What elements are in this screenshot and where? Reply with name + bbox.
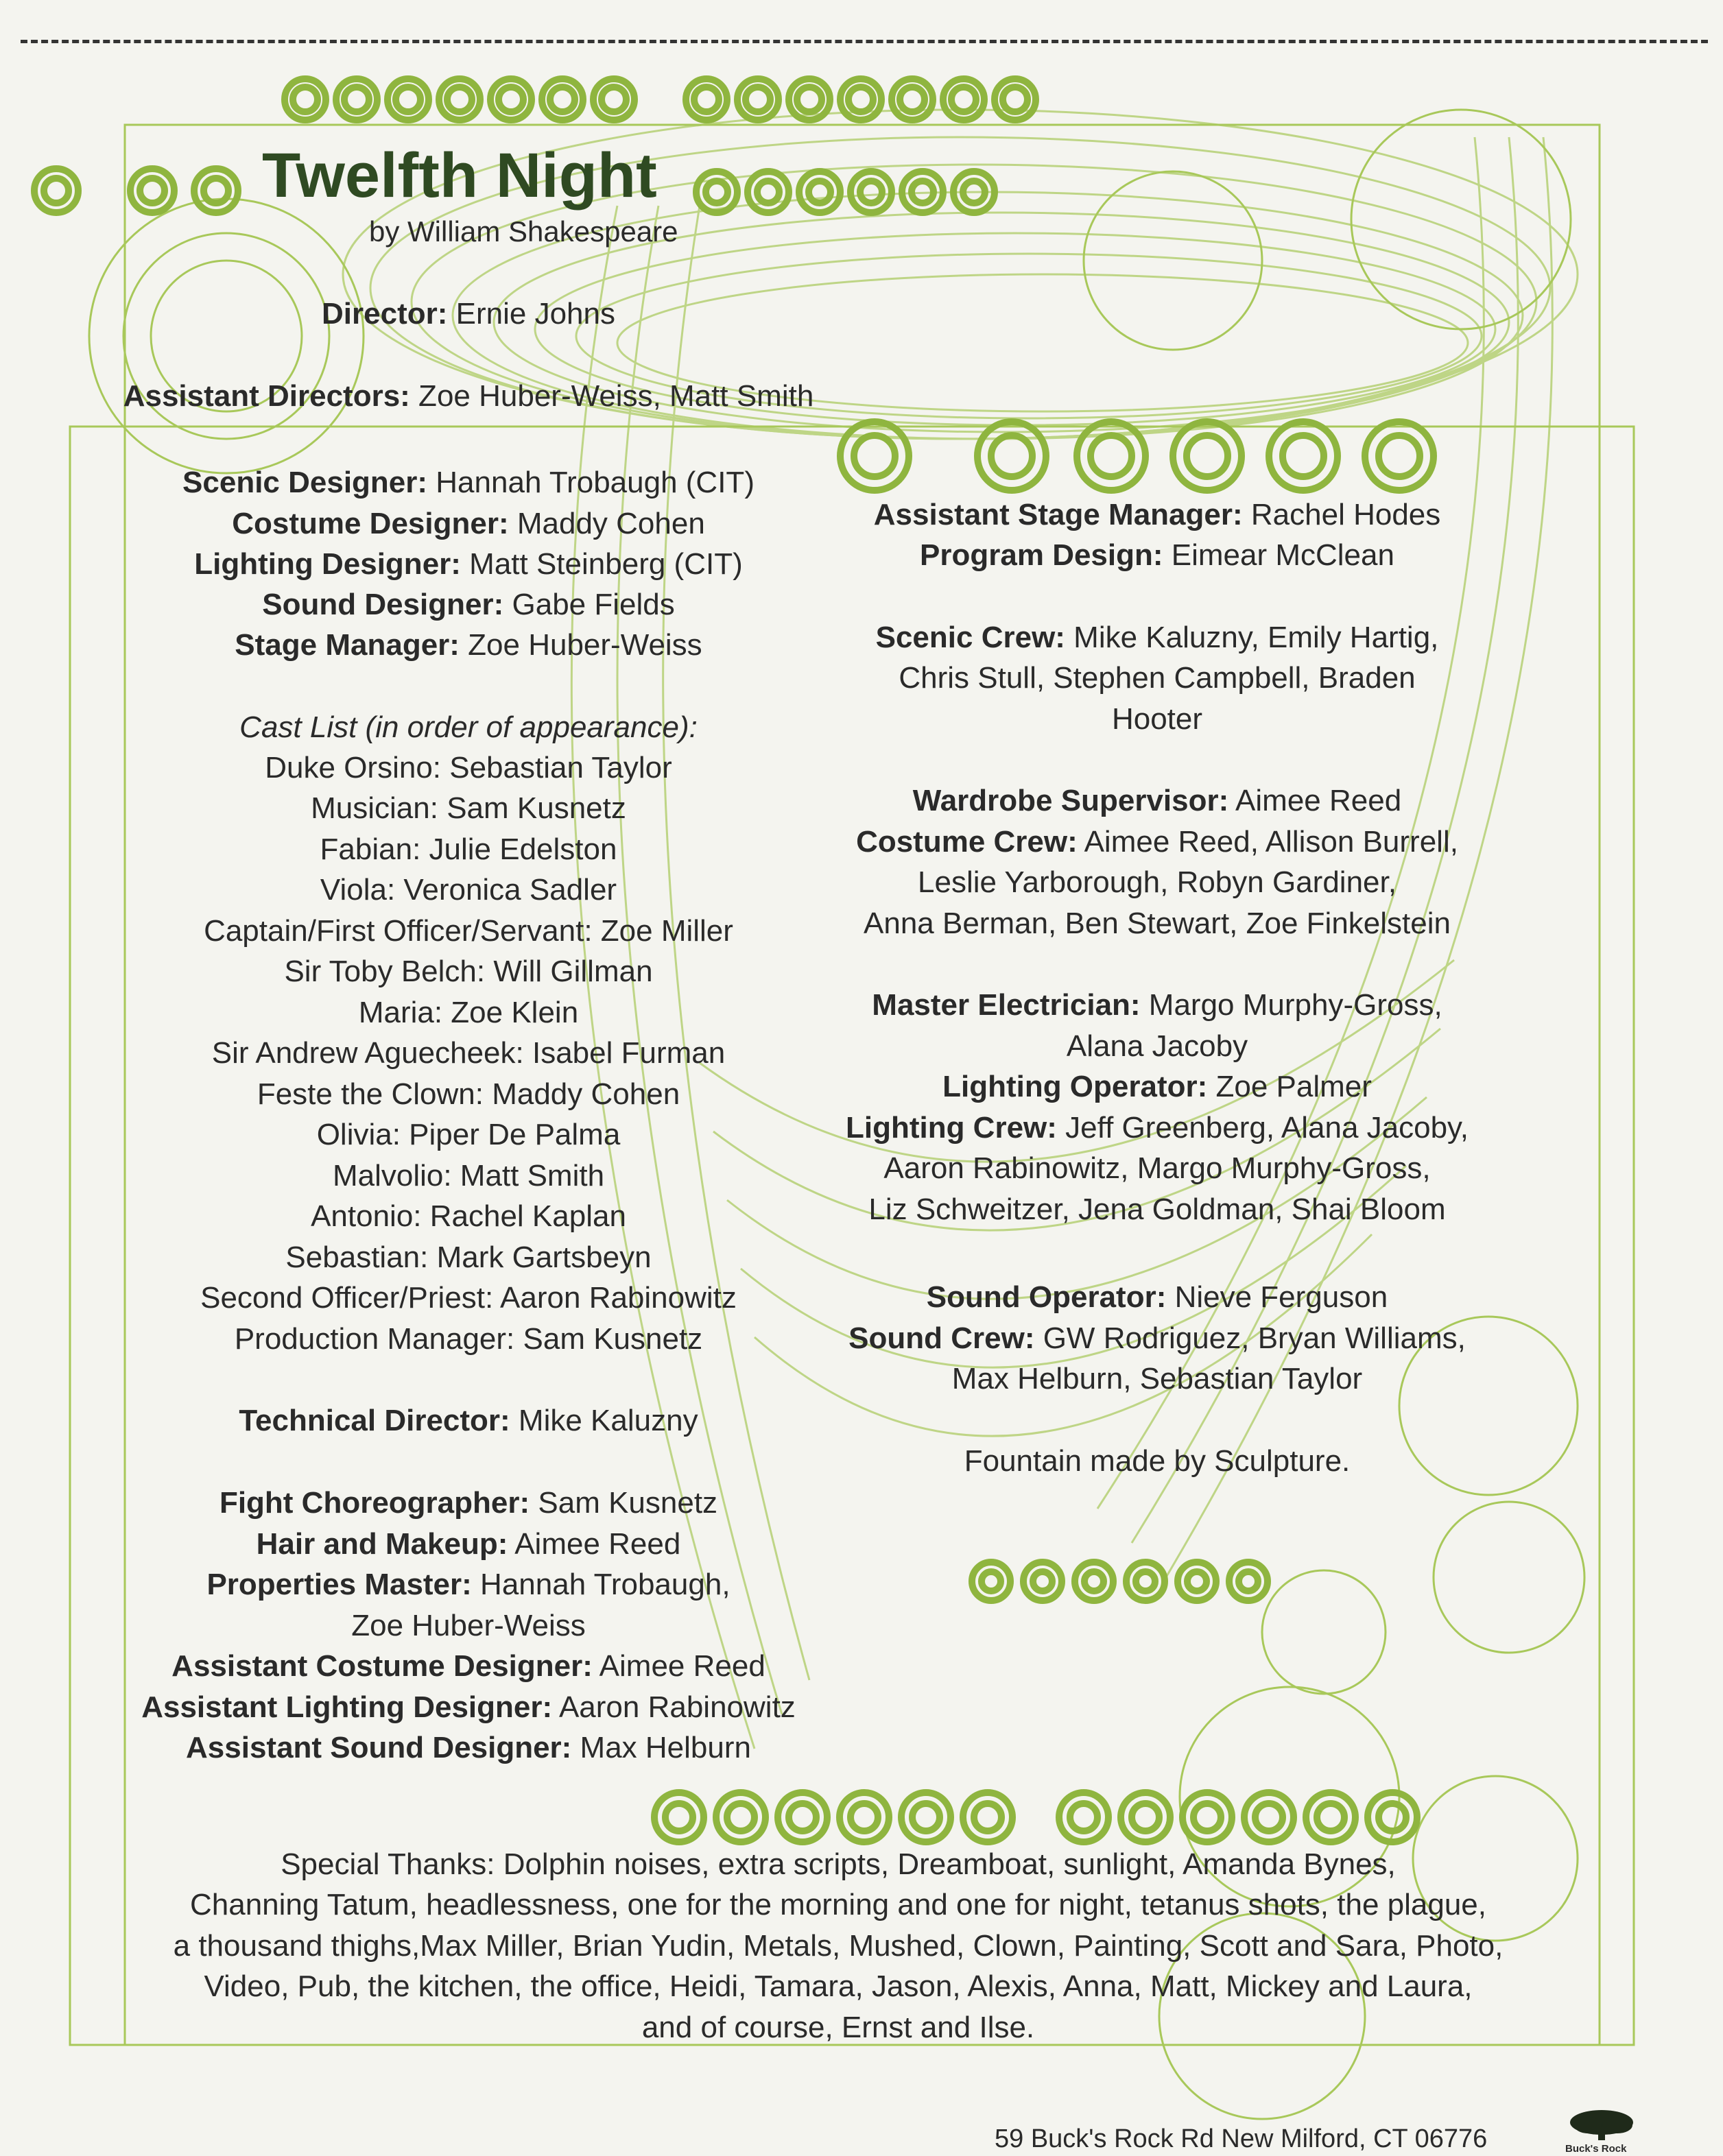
credit-costume-crew-cont: Leslie Yarborough, Robyn Gardiner, [918,865,1397,899]
byline: by William Shakespeare [369,215,678,248]
special-thanks-line: Video, Pub, the kitchen, the office, Heidi, Tamara, Jason, Alexis, Anna, Matt, Mickey and Laura, [204,1969,1473,2003]
cast-item: Viola: Veronica Sadler [320,873,617,907]
credit-hair-makeup: Hair and Makeup: Aimee Reed [256,1527,681,1561]
cut-line [21,40,1708,43]
credit-assistant-sound-designer: Assistant Sound Designer: Max Helburn [186,1731,751,1764]
credit-properties-master-cont: Zoe Huber-Weiss [351,1609,586,1642]
cast-item: Production Manager: Sam Kusnetz [234,1322,703,1356]
cast-item: Maria: Zoe Klein [358,996,579,1029]
credit-assistant-lighting-designer: Assistant Lighting Designer: Aaron Rabinowitz [141,1690,796,1724]
cast-item: Fabian: Julie Edelston [320,833,617,866]
credit-lighting-crew: Lighting Crew: Jeff Greenberg, Alana Jacoby, [845,1111,1469,1145]
footer-address: 59 Buck's Rock Rd New Milford, CT 06776 [995,2124,1488,2153]
credit-sound-operator: Sound Operator: Nieve Ferguson [926,1280,1388,1314]
credit-scenic-crew-cont: Chris Stull, Stephen Campbell, Braden [899,661,1416,695]
cast-item: Malvolio: Matt Smith [332,1159,605,1193]
cast-item: Duke Orsino: Sebastian Taylor [265,751,672,784]
cast-item: Captain/First Officer/Servant: Zoe Miller [204,914,733,948]
credit-sound-crew-cont: Max Helburn, Sebastian Taylor [951,1362,1363,1396]
credit-lighting-crew-cont: Liz Schweitzer, Jena Goldman, Shai Bloom [868,1193,1446,1226]
credit-costume-crew: Costume Crew: Aimee Reed, Allison Burrell, [856,825,1458,859]
credit-lighting-operator: Lighting Operator: Zoe Palmer [942,1070,1372,1103]
credit-master-electrician-cont: Alana Jacoby [1066,1029,1248,1063]
special-thanks-line: a thousand thighs,Max Miller, Brian Yudin, Metals, Mushed, Clown, Painting, Scott and Sara, Photo, [173,1929,1504,1963]
special-thanks-line: and of course, Ernst and Ilse. [641,2011,1035,2044]
cast-item: Sir Andrew Aguecheek: Isabel Furman [211,1036,726,1070]
credit-technical-director: Technical Director: Mike Kaluzny [239,1404,698,1437]
cast-item: Olivia: Piper De Palma [316,1118,621,1151]
credit-sound-crew: Sound Crew: GW Rodriguez, Bryan Williams, [848,1321,1466,1355]
logo-text: Buck's Rock [1565,2143,1627,2155]
credit-assistant-stage-manager: Assistant Stage Manager: Rachel Hodes [873,498,1441,531]
page-title: Twelfth Night [262,141,657,211]
cast-heading: Cast List (in order of appearance): [239,710,698,744]
credit-fight-choreographer: Fight Choreographer: Sam Kusnetz [219,1486,718,1520]
special-thanks-line: Channing Tatum, headlessness, one for the morning and one for night, tetanus shots, the plague, [189,1888,1487,1921]
credit-costume-designer: Costume Designer: Maddy Cohen [232,507,705,540]
credit-master-electrician: Master Electrician: Margo Murphy-Gross, [872,988,1442,1022]
credit-scenic-crew: Scenic Crew: Mike Kaluzny, Emily Hartig, [875,621,1439,654]
credit-properties-master: Properties Master: Hannah Trobaugh, [206,1568,730,1601]
credit-stage-manager: Stage Manager: Zoe Huber-Weiss [235,628,702,662]
credit-scenic-crew-cont: Hooter [1111,702,1203,736]
cast-item: Second Officer/Priest: Aaron Rabinowitz [200,1281,737,1315]
cast-item: Feste the Clown: Maddy Cohen [257,1077,680,1111]
credit-program-design: Program Design: Eimear McClean [920,538,1394,572]
cast-item: Sir Toby Belch: Will Gillman [284,955,653,988]
credit-costume-crew-cont: Anna Berman, Ben Stewart, Zoe Finkelstein [864,907,1451,940]
credit-director: Director: Ernie Johns [322,297,615,331]
credit-scenic-designer: Scenic Designer: Hannah Trobaugh (CIT) [182,466,754,499]
fountain-note: Fountain made by Sculpture. [964,1444,1351,1478]
credit-wardrobe-supervisor: Wardrobe Supervisor: Aimee Reed [912,784,1402,817]
cast-item: Sebastian: Mark Gartsbeyn [285,1241,652,1274]
cast-item: Musician: Sam Kusnetz [311,791,626,825]
credit-lighting-crew-cont: Aaron Rabinowitz, Margo Murphy-Gross, [883,1151,1431,1185]
credit-assistant-directors: Assistant Directors: Zoe Huber-Weiss, Matt Smith [123,379,814,413]
credit-lighting-designer: Lighting Designer: Matt Steinberg (CIT) [194,547,743,581]
credit-assistant-costume-designer: Assistant Costume Designer: Aimee Reed [171,1649,765,1683]
special-thanks-line: Special Thanks: Dolphin noises, extra scripts, Dreamboat, sunlight, Amanda Bynes, [281,1847,1396,1881]
credit-sound-designer: Sound Designer: Gabe Fields [262,588,675,621]
cast-item: Antonio: Rachel Kaplan [311,1199,626,1233]
